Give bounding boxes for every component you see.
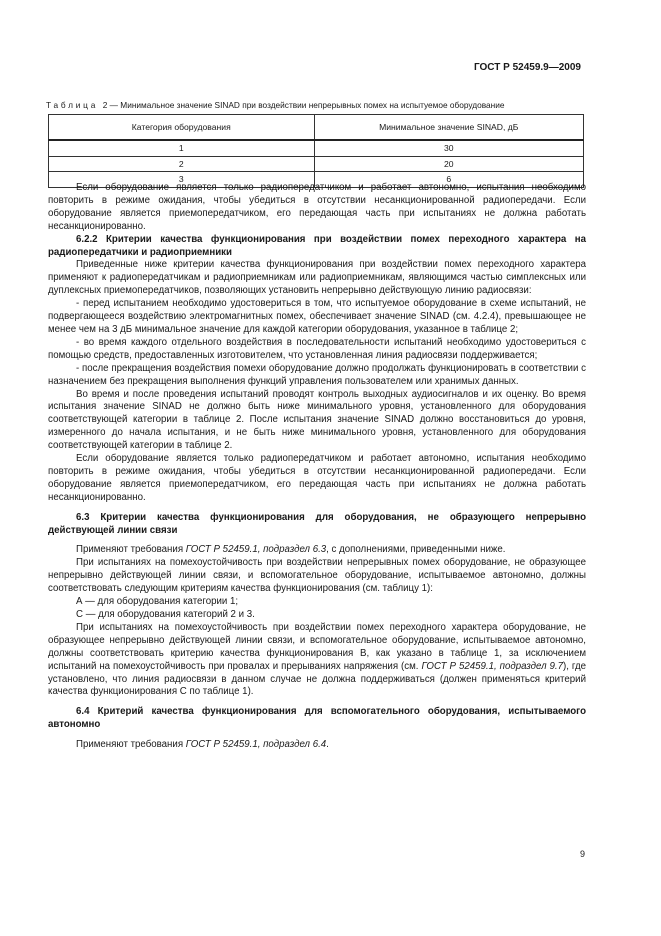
text-run: Применяют требования <box>76 544 186 556</box>
paragraph <box>48 544 586 557</box>
table-header-row <box>49 115 584 141</box>
table-caption-text: 2 — Минимальное значение SINAD при воздействии непрерывных помех на испытуемое оборудование <box>102 100 505 110</box>
cell-sinad-value: 20 <box>314 156 583 172</box>
text-run: При испытаниях на помехоустойчивость при воздействии помех переходного характера оборудование, не образующее непрерывно действующей линии связи, и вспомогательное оборудование, испытываемое автономно, должны соответствовать критерию качества функционирования В, как указано в таблице 1, за исключением испытаний на помехоустойчивость при провалах и прерываниях напряжения (см. <box>48 621 586 672</box>
list-item: - перед испытанием необходимо удостовериться в том, что испытуемое оборудование в схеме испытаний, не подвергающееся воздействию электромагнитных помех, обеспечивает значение SINAD (см. 4.2.4), превышающее не менее чем на 3 дБ минимальное значение для каждой категории оборудования, указанное в таблице 2; <box>48 298 586 335</box>
cell-sinad-value: 6 <box>314 172 583 188</box>
document-id-header: ГОСТ Р 52459.9—2009 <box>473 62 581 73</box>
main-text <box>48 182 586 752</box>
cell-category: 3 <box>49 172 315 188</box>
column-header-sinad: Минимальное значение SINAD, дБ <box>314 115 583 141</box>
column-header-category: Категория оборудования <box>49 115 315 141</box>
list-item: - во время каждого отдельного воздействия в последовательности испытаний необходимо удостовериться с помощью средств, предоставленных изготовителем, что установленная линия радиосвязи поддерживается; <box>48 336 586 361</box>
table-row <box>49 156 584 172</box>
sinad-table <box>48 114 584 188</box>
table-caption <box>46 100 504 110</box>
list-item: А — для оборудования категории 1; <box>76 596 239 608</box>
cell-category: 1 <box>49 140 315 156</box>
text-run: , с дополнениями, приведенными ниже. <box>326 544 506 556</box>
list-item: С — для оборудования категорий 2 и 3. <box>76 609 255 620</box>
paragraph: Приведенные ниже критерии качества функционирования при воздействии помех переходного характера применяют к радиопередатчикам и радиоприемникам или радиоприемникам, являющимся частью симплексных или дуплексных приемопередатчиков, позволяющих установить непрерывно действующую линию радиосвязи: <box>48 259 586 297</box>
page-number: 9 <box>579 849 585 859</box>
paragraph <box>48 739 586 752</box>
standard-reference: ГОСТ Р 52459.1, подраздел 9.7 <box>421 660 563 672</box>
paragraph: При испытаниях на помехоустойчивость при воздействии непрерывных помех оборудование, не образующее непрерывно действующей линии связи, и вспомогательное оборудование, испытываемое автономно, должны соответствовать следующим критериям качества функционирования (см. таблицу 1): <box>48 557 586 595</box>
paragraph <box>48 622 586 699</box>
cell-sinad-value: 30 <box>314 140 583 156</box>
standard-reference: ГОСТ Р 52459.1, подраздел 6.3 <box>185 544 327 556</box>
paragraph: Если оборудование является только радиопередатчиком и работает автономно, испытания необходимо повторить в режиме ожидания, чтобы убедиться в отсутствии несанкционированной радиопередачи. Если оборудование является приемопередатчиком, его передающая часть при испытаниях не должна работать несанкционированно. <box>48 182 586 232</box>
section-heading-6-3: 6.3 Критерии качества функционирования для оборудования, не образующего непрерывно действующей линии связи <box>48 511 586 536</box>
text-run: . <box>326 739 329 751</box>
standard-reference: ГОСТ Р 52459.1, подраздел 6.4 <box>185 739 327 751</box>
paragraph: Если оборудование является только радиопередатчиком и работает автономно, испытания необходимо повторить в режиме ожидания, чтобы убедиться в отсутствии несанкционированной радиопередачи. Если оборудование является приемопередатчиком, его передающая часть при испытаниях не должна работать несанкционированно. <box>48 453 586 503</box>
cell-category: 2 <box>49 156 315 172</box>
list-item: - после прекращения воздействия помехи оборудование должно продолжать функционировать в соответствии с назначением без прекращения выполнения функций управления пользователем или хранимых данных. <box>48 362 586 387</box>
paragraph: Во время и после проведения испытаний проводят контроль выходных аудиосигналов и их оценку. Во время испытания значение SINAD не должно быть ниже минимального уровня, установленного для оборудования соответствующей категории в таблице 2. После испытания значение SINAD должно восстановиться до уровня, измеренного до начала испытания, и не быть ниже минимального уровня, установленного для оборудования соответствующей категории в таблице 2. <box>48 388 586 452</box>
table-row <box>49 140 584 156</box>
section-heading-6-2-2: 6.2.2 Критерии качества функционирования при воздействии помех переходного характера на радиопередатчики и радиоприемники <box>48 233 586 258</box>
text-run: Применяют требования <box>76 739 186 751</box>
section-heading-6-4: 6.4 Критерий качества функционирования для вспомогательного оборудования, испытываемого автономно <box>48 706 586 731</box>
table-caption-label: Таблица <box>46 100 99 110</box>
text-run: ), где установлено, что линия радиосвязи в данном случае не должна поддерживаться (должен применяться критерий качества функционирования С по таблице 1). <box>48 660 587 698</box>
